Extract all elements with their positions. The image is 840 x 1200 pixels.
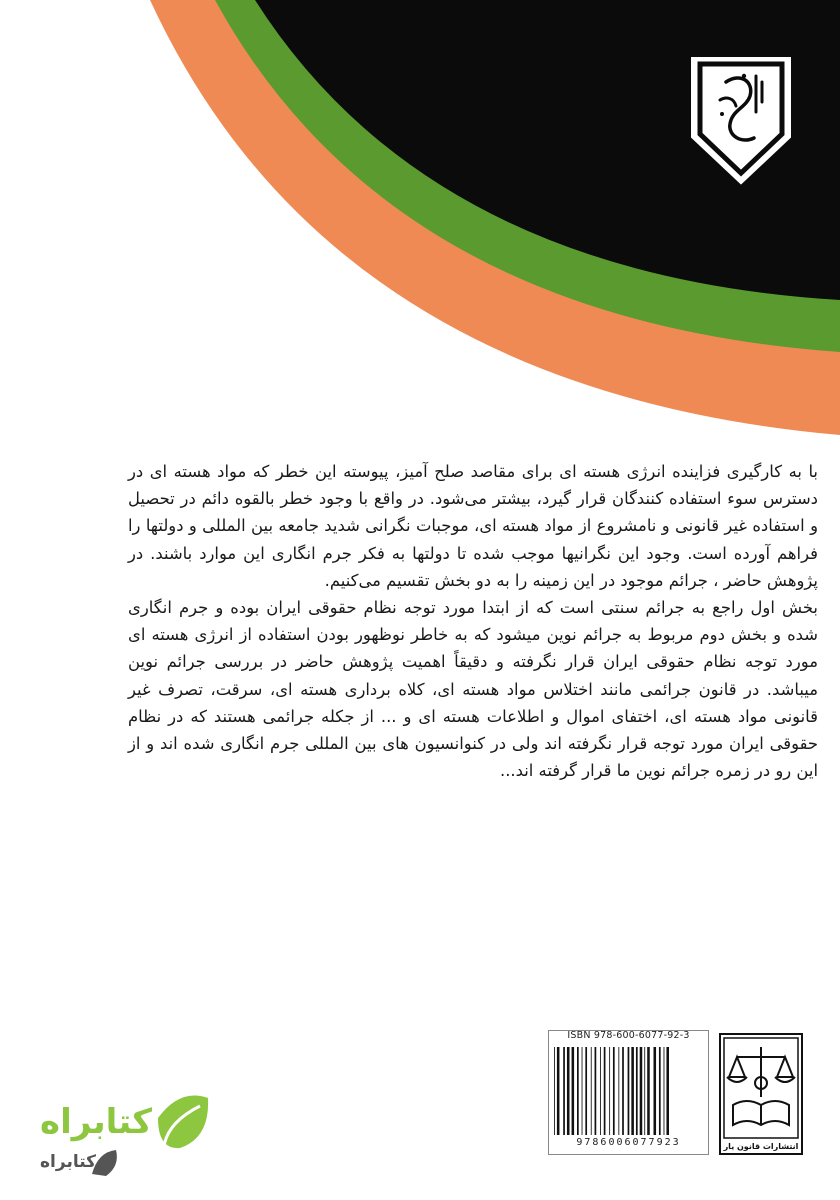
blurb-paragraph-2: بخش اول راجع به جرائم سنتی است که از ابتدا مورد توجه نظام حقوقی ایران بوده و جرم انگاری شده و بخش دوم مربوط به جرائم نوین میشود که به خاطر نوظهور بودن استفاده از انرژی هسته ای مورد توجه نظام حقوقی ایران قرار نگرفته و دقیقاً اهمیت پژوهش حاضر در بررسی جرائم نوین میباشد. در قانون جرائمی مانند اختلاس مواد هسته ای، کلاه برداری هسته ای، سرقت، تصرف غیر قانونی مواد هسته ای، اختفای اموال و اطلاعات هسته ای و ... از جکله جرائمی هستند که در نظام حقوقی ایران مورد توجه قرار نگرفته اند ولی در کنوانسیون های بین المللی جرم انگاری شده اند و از این رو در زمره جرائم نوین ما قرار گرفته اند...	[128, 598, 818, 781]
watermark-text-large: کتابراه	[40, 1102, 153, 1142]
barcode-bar	[647, 1047, 650, 1135]
barcode-bar	[582, 1047, 583, 1135]
barcode-bar	[628, 1047, 630, 1135]
barcode-bar	[659, 1047, 661, 1135]
barcode-bar	[636, 1047, 638, 1135]
back-cover-blurb	[128, 458, 818, 784]
barcode-bar	[666, 1047, 669, 1135]
barcode-bar	[557, 1047, 560, 1135]
blurb-paragraph-1: با به کارگیری فزاینده انرژی هسته ای برای مقاصد صلح آمیز، پیوسته این خطر که مواد هسته ای در دسترس سوء استفاده کنندگان قرار گیرد، بیشتر می‌شود. در واقع با وجود خطر بالقوه دائم در تحصیل و استفاده غیر قانونی و نامشروع از مواد هسته ای، موجبات نگرانی شدید جامعه بین المللی و دولتها را فراهم آورده است. وجود این نگرانیها موجب شده تا دولتها به فکر جرم انگاری این موارد باشند. در پژوهش حاضر ، جرائم موجود در این زمینه را به دو بخش تقسیم می‌کنیم.	[128, 462, 818, 590]
barcode-bar	[622, 1047, 624, 1135]
barcode-bar	[585, 1047, 587, 1135]
barcode-bar	[618, 1047, 619, 1135]
barcode-number: 9786006077923	[576, 1137, 681, 1148]
calligraphy-shield-emblem-icon	[686, 52, 796, 190]
watermark-text-small: کتابراه	[40, 1152, 97, 1172]
barcode-bar	[640, 1047, 643, 1135]
barcode-bar	[577, 1047, 579, 1135]
barcode-bar	[600, 1047, 601, 1135]
barcode-bar	[654, 1047, 657, 1135]
barcode-bar	[591, 1047, 592, 1135]
barcode-bar	[572, 1047, 575, 1135]
barcode-bar	[604, 1047, 606, 1135]
barcode-bar	[554, 1047, 555, 1135]
barcode-bar	[664, 1047, 665, 1135]
publisher-name: انتشارات قانون یار	[723, 1142, 799, 1151]
barcode-bar	[609, 1047, 610, 1135]
barcode-bar	[595, 1047, 597, 1135]
barcode-bar	[563, 1047, 565, 1135]
isbn-label: ISBN 978-600-6077-92-3	[567, 1030, 690, 1041]
barcode-bar	[644, 1047, 645, 1135]
barcode-bars	[552, 1045, 707, 1137]
barcode-bar	[631, 1047, 634, 1135]
barcode-bar	[613, 1047, 615, 1135]
publisher-logo	[719, 1033, 803, 1155]
barcode-bar	[567, 1047, 570, 1135]
